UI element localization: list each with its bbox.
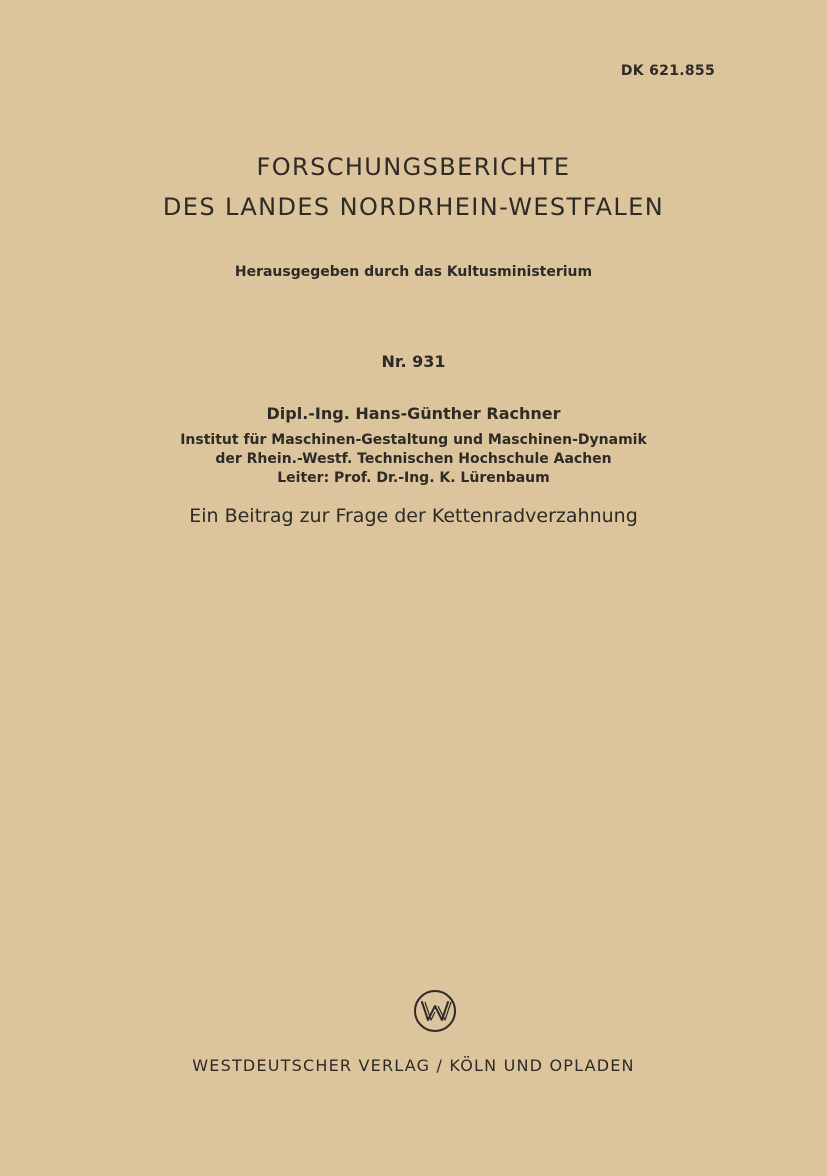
author-name: Dipl.-Ing. Hans-Günther Rachner	[266, 404, 561, 423]
series-editor: Herausgegeben durch das Kultusministerium	[234, 264, 593, 280]
classification-code: DK 621.855	[620, 63, 715, 79]
book-title: Ein Beitrag zur Frage der Kettenradverzahnung	[189, 505, 638, 527]
institute-line-2: der Rhein.-Westf. Technischen Hochschule Aachen	[215, 451, 612, 467]
series-title-line-2: DES LANDES NORDRHEIN-WESTFALEN	[162, 193, 665, 221]
institute-line-3: Leiter: Prof. Dr.-Ing. K. Lürenbaum	[277, 470, 550, 486]
publisher-imprint: WESTDEUTSCHER VERLAG / KÖLN UND OPLADEN	[192, 1056, 635, 1075]
series-title-line-1: FORSCHUNGSBERICHTE	[256, 153, 571, 181]
publisher-logo-icon	[413, 989, 457, 1033]
series-number: Nr. 931	[381, 352, 446, 371]
institute-line-1: Institut für Maschinen-Gestaltung und Maschinen-Dynamik	[180, 432, 647, 448]
